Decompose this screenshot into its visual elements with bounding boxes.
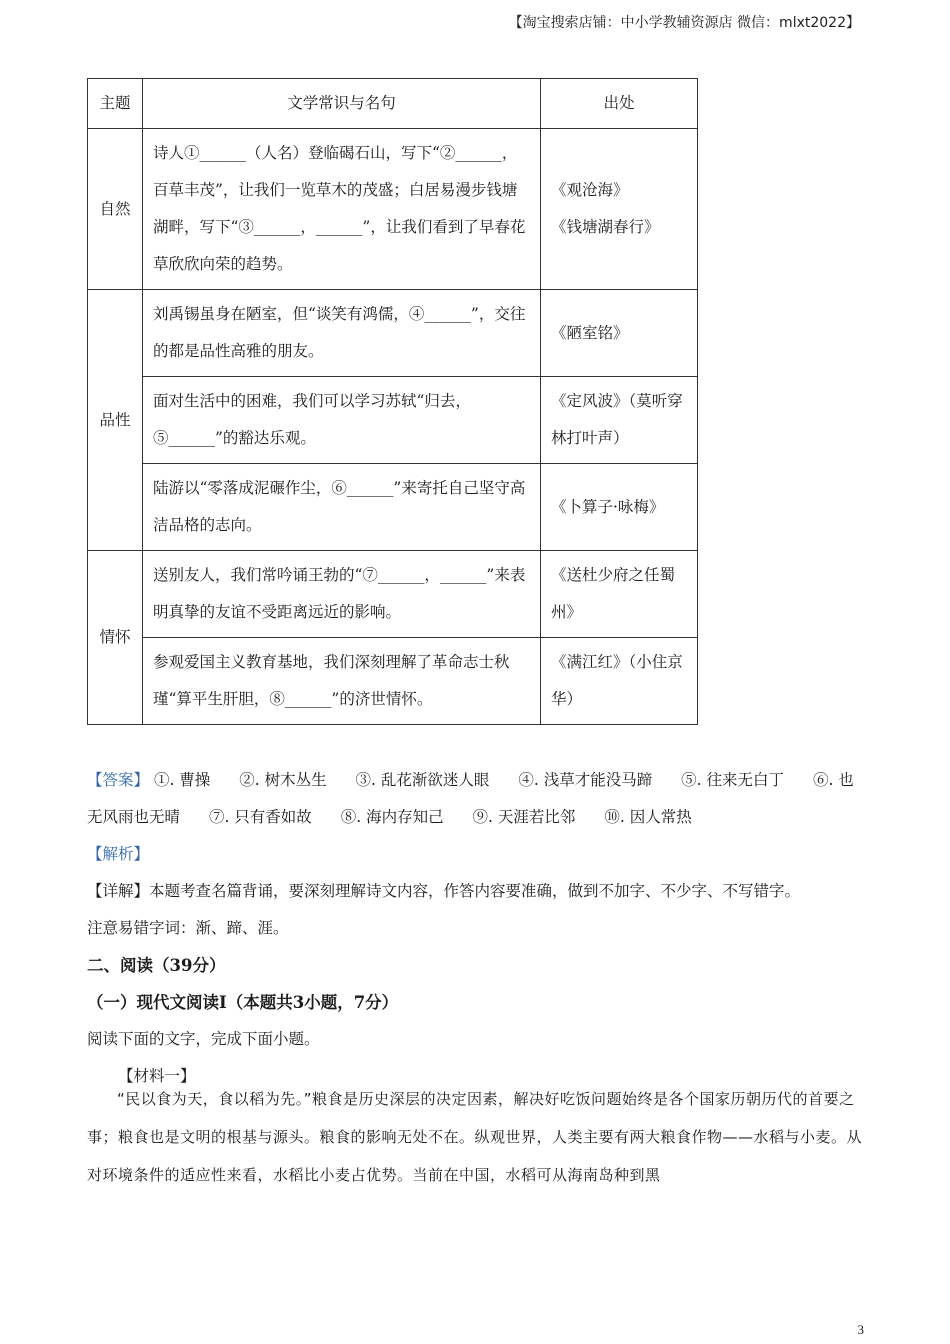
header-theme: 主题 (88, 79, 143, 129)
section-title: 二、阅读（39分） (87, 956, 226, 975)
table-row (88, 377, 698, 464)
table-row (88, 290, 698, 377)
source-cell: 《送杜少府之任蜀州》 (541, 551, 698, 638)
detail-paragraph (87, 873, 865, 910)
table-row (88, 551, 698, 638)
source-cell: 《满江红》（小住京华） (541, 638, 698, 725)
content-cell: 诗人①______（人名）登临碣石山，写下“②______，百草丰茂”，让我们一览草木的茂盛；白居易漫步钱塘湖畔，写下“③______，______”，让我们看到了早春花草欣欣向荣的趋势。 (143, 129, 541, 290)
source-cell: 《观沧海》 《钱塘湖春行》 (541, 129, 698, 290)
source-cell: 《陋室铭》 (541, 290, 698, 377)
detail-tag: 【详解】 (87, 882, 150, 900)
answer-item: ⑧. 海内存知己 (340, 808, 444, 826)
answer-item: ⑤. 往来无白丁 (681, 771, 784, 789)
answer-item: ②. 树木丛生 (239, 771, 327, 789)
theme-cell-nature: 自然 (88, 129, 143, 290)
detail-text: 本题考查名篇背诵，要深刻理解诗文内容，作答内容要准确，做到不加字、不少字、不写错字。 (149, 882, 801, 900)
material-passage: “民以食为天，食以稻为先。”粮食是历史深层的决定因素，解决好吃饭问题始终是各个国家历朝历代的首要之事；粮食也是文明的根基与源头。粮食的影响无处不在。纵观世界，人类主要有两大粮食作物——水稻与小麦。从对环境条件的适应性来看，水稻比小麦占优势。当前在中国，水稻可从海南岛种到黑 (87, 1090, 863, 1184)
table-row (88, 638, 698, 725)
content-cell: 陆游以“零落成泥碾作尘，⑥______”来寄托自己坚守高洁品格的志向。 (143, 464, 541, 551)
subsection-title: （一）现代文阅读Ⅰ（本题共3小题，7分） (87, 993, 399, 1012)
detail-note: 注意易错字词：渐、蹄、涯。 (87, 919, 289, 937)
page-number: 3 (857, 1322, 864, 1337)
page-header-banner: 【淘宝搜索店铺：中小学教辅资源店 微信：mlxt2022】 (508, 15, 860, 31)
theme-cell-character: 品性 (88, 290, 143, 551)
answer-item: ⑨. 天涯若比邻 (472, 808, 576, 826)
content-cell: 参观爱国主义教育基地，我们深刻理解了革命志士秋瑾“算平生肝胆，⑧______”的济世情怀。 (143, 638, 541, 725)
content-cell: 送别友人，我们常吟诵王勃的“⑦______，______”来表明真挚的友谊不受距离远近的影响。 (143, 551, 541, 638)
answer-item: ⑩. 因人常热 (604, 808, 692, 826)
answer-item: ①. 曹操 (153, 771, 211, 789)
source-cell: 《定风波》（莫听穿林打叶声） (541, 377, 698, 464)
answer-tag: 【答案】 (87, 771, 150, 789)
answer-item: ④. 浅草才能没马蹄 (518, 771, 653, 789)
content-cell: 刘禹锡虽身在陋室，但“谈笑有鸿儒，④______”，交往的都是品性高雅的朋友。 (143, 290, 541, 377)
source-cell: 《卜算子·咏梅》 (541, 464, 698, 551)
header-content: 文学常识与名句 (143, 79, 541, 129)
table-header-row (88, 79, 698, 129)
answer-section (87, 762, 865, 1095)
literature-table (87, 78, 698, 725)
answer-line (87, 762, 865, 836)
material-label: 【材料一】 (118, 1067, 196, 1085)
instruction-text: 阅读下面的文字，完成下面小题。 (87, 1030, 320, 1048)
analysis-tag: 【解析】 (87, 845, 150, 863)
answer-item: ⑦. 只有香如故 (208, 808, 312, 826)
answer-item: ③. 乱花渐欲迷人眼 (355, 771, 490, 789)
table-row (88, 464, 698, 551)
header-source: 出处 (541, 79, 698, 129)
theme-cell-sentiment: 情怀 (88, 551, 143, 725)
content-cell: 面对生活中的困难，我们可以学习苏轼“归去，⑤______”的豁达乐观。 (143, 377, 541, 464)
table-row (88, 129, 698, 290)
answer-item: ⑥. 也无风雨也无晴 (87, 771, 854, 826)
